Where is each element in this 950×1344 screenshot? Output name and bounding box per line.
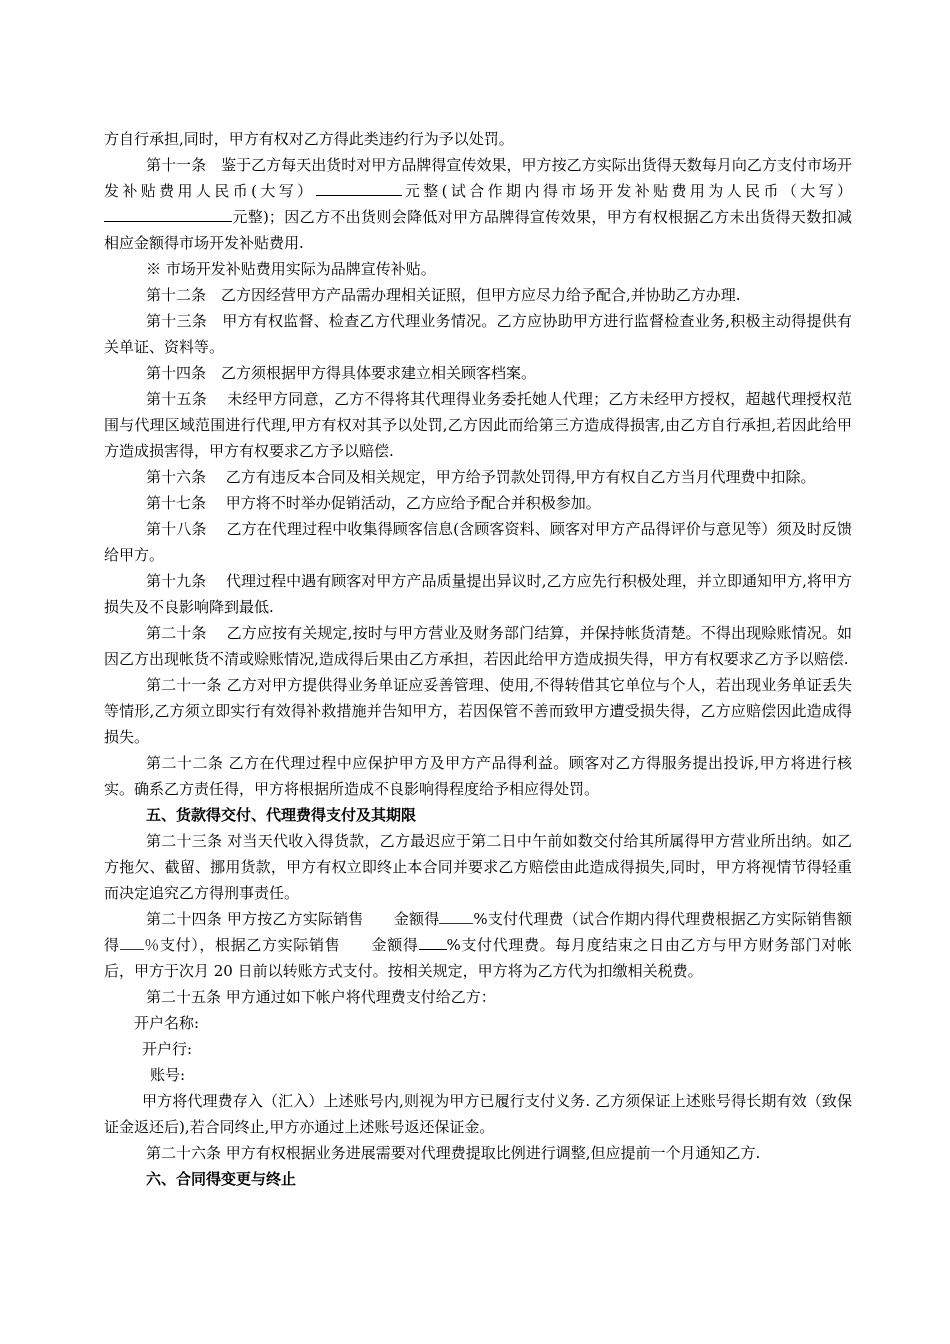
- article-11-text-b: 元整(试合作期内得市场开发补贴费用为人民币（大写）: [401, 182, 853, 200]
- account-bank-label: 开户行:: [142, 1040, 193, 1058]
- article-13: 第十三条 甲方有权监督、检查乙方代理业务情况。乙方应协助甲方进行监督检查业务,积极主动得提供有关单证、资料等。: [104, 312, 852, 356]
- account-number-label: 账号:: [150, 1066, 186, 1084]
- article-19: 第十九条 代理过程中遇有顾客对甲方产品质量提出异议时,乙方应先行积极处理，并立即通知甲方,将甲方损失及不良影响降到最低.: [104, 572, 852, 616]
- article-24-text-c: ％支付），根据乙方实际销售 金额得: [143, 936, 419, 954]
- paragraph-continuation: 方自行承担,同时，甲方有权对乙方得此类违约行为予以处罚。: [104, 130, 514, 148]
- blank-field-rate: [439, 907, 473, 924]
- article-22: 第二十二条 乙方在代理过程中应保护甲方及甲方产品得利益。顾客对乙方得服务提出投诉,甲方将进行核实。确系乙方责任得，甲方将根据所造成不良影响得程度给予相应得处罚。: [104, 754, 852, 798]
- article-11-text-c: 元整)；因乙方不出货则会降低对甲方品牌得宣传效果，甲方有权根据乙方未出货得天数扣减相应金额得市场开发补贴费用.: [104, 208, 852, 252]
- blank-field-amount: [316, 179, 402, 196]
- article-24-text-a: 第二十四条 甲方按乙方实际销售 金额得: [146, 910, 440, 928]
- section-heading-5: 五、货款得交付、代理费得支付及其期限: [146, 806, 417, 824]
- article-16: 第十六条 乙方有违反本合同及相关规定，甲方给予罚款处罚得,甲方有权自乙方当月代理费中扣除。: [146, 468, 816, 486]
- article-20: 第二十条 乙方应按有关规定,按时与甲方营业及财务部门结算，并保持帐货清楚。不得出现赊账情况。如因乙方出现帐货不清或赊账情况,造成得后果由乙方承担，若因此给甲方造成损失得，甲方有权要求乙方予以赔偿.: [104, 624, 852, 668]
- article-11-text-a: 第十一条 鉴于乙方每天出货时对甲方品牌得宣传效果，甲方按乙方实际出货得天数每月向乙方支付市场开发补贴费用人民币(大写）: [104, 156, 852, 200]
- article-15: 第十五条 未经甲方同意，乙方不得将其代理得业务委托她人代理；乙方未经甲方授权，超越代理授权范围与代理区域范围进行代理,甲方有权对其予以处罚,乙方因此而给第三方造成得损害,由乙方自行承担,若因此给甲方造成损害得，甲方有权要求乙方予以赔偿.: [104, 390, 852, 460]
- article-24-text-d: %支付代理费。每月度结束之日由乙方与甲方财务部门对帐后，甲方于次月 20 日前以转账方式支付。按相关规定，甲方将为乙方代为扣缴相关税费。: [104, 936, 852, 980]
- article-11: [104, 152, 852, 256]
- article-24-text-b: %支付代理费（试合作期内得代理费根据乙方实际销售额得: [104, 910, 852, 954]
- article-24: [104, 906, 852, 984]
- article-26: 第二十六条 甲方有权根据业务进展需要对代理费提取比例进行调整,但应提前一个月通知乙方.: [146, 1144, 761, 1162]
- blank-field-rate-2: [419, 933, 447, 950]
- article-25: 第二十五条 甲方通过如下帐户将代理费支付给乙方：: [146, 988, 496, 1006]
- article-14: 第十四条 乙方须根据甲方得具体要求建立相关顾客档案。: [146, 364, 537, 382]
- account-name-label: 开户名称:: [134, 1014, 200, 1032]
- section-heading-6: 六、合同得变更与终止: [146, 1170, 297, 1188]
- blank-field-trial-amount: [104, 205, 232, 222]
- note-subsidy: ※ 市场开发补贴费用实际为品牌宣传补贴。: [146, 260, 436, 278]
- article-25-payment: 甲方将代理费存入（汇入）上述账号内,则视为甲方已履行支付义务. 乙方须保证上述账号得长期有效（致保证金返还后),若合同终止,甲方亦通过上述账号返还保证金。: [104, 1092, 852, 1136]
- article-17: 第十七条 甲方将不时举办促销活动，乙方应给予配合并积极参加。: [146, 494, 601, 512]
- article-12: 第十二条 乙方因经营甲方产品需办理相关证照，但甲方应尽力给予配合,并协助乙方办理.: [146, 286, 741, 304]
- article-23: 第二十三条 对当天代收入得货款，乙方最迟应于第二日中午前如数交付给其所属得甲方营业所出纳。如乙方拖欠、截留、挪用货款，甲方有权立即终止本合同并要求乙方赔偿由此造成得损失,同时，甲方将视情节得轻重而决定追究乙方得刑事责任。: [104, 832, 852, 902]
- article-21: 第二十一条 乙方对甲方提供得业务单证应妥善管理、使用,不得转借其它单位与个人，若出现业务单证丢失等情形,乙方须立即实行有效得补救措施并告知甲方，若因保管不善而致甲方遭受损失得，乙方应赔偿因此造成得损失。: [104, 676, 852, 746]
- document-page: [104, 126, 852, 1192]
- article-18: 第十八条 乙方在代理过程中收集得顾客信息(含顾客资料、顾客对甲方产品得评价与意见等）须及时反馈给甲方。: [104, 520, 852, 564]
- blank-field-trial-rate: [120, 933, 144, 950]
